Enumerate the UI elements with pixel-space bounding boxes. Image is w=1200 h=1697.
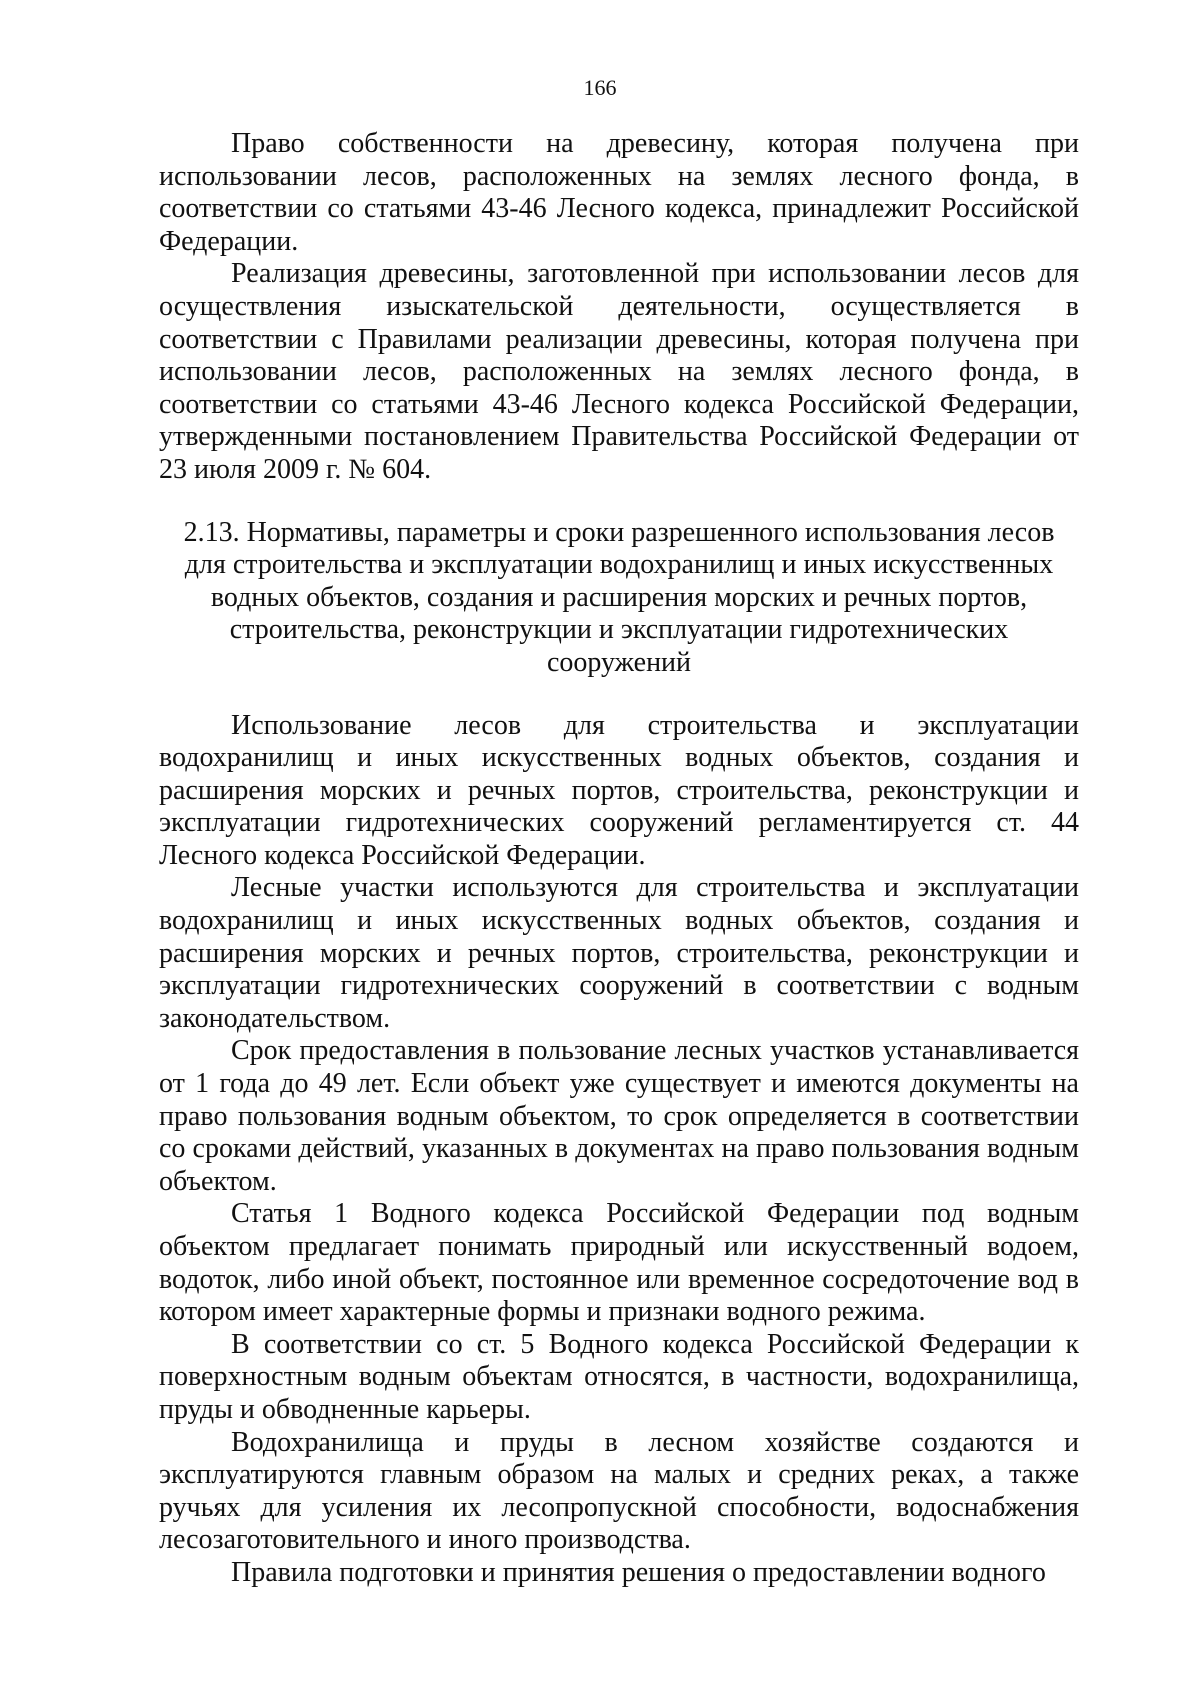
document-body <box>159 128 1079 1590</box>
paragraph: Реализация древесины, заготовленной при использовании лесов для осуществления изыскательской деятельности, осуществляется в соответствии с Правилами реализации древесины, которая получена при использовании лесов, расположенных на землях лесного фонда, в соответствии со статьями 43-46 Лесного кодекса Российской Федерации, утвержденными постановлением Правительства Российской Федерации от 23 июля 2009 г. № 604. <box>159 258 1079 485</box>
section-heading: 2.13. Нормативы, параметры и сроки разрешенного использования лесов для строительства и эксплуатации водохранилищ и иных искусственных водных объектов, создания и расширения морских и речных портов, строительства, реконструкции и эксплуатации гидротехнических сооружений <box>183 516 1055 678</box>
paragraph: Водохранилища и пруды в лесном хозяйстве создаются и эксплуатируются главным образом на малых и средних реках, а также ручьях для усиления их лесопропускной способности, водоснабжения лесозаготовительного и иного производства. <box>159 1426 1079 1556</box>
paragraph: Использование лесов для строительства и эксплуатации водохранилищ и иных искусственных водных объектов, создания и расширения морских и речных портов, строительства, реконструкции и эксплуатации гидротехнических сооружений регламентируется ст. 44 Лесного кодекса Российской Федерации. <box>159 709 1079 871</box>
page-number: 166 <box>583 75 617 100</box>
paragraph: Лесные участки используются для строительства и эксплуатации водохранилищ и иных искусственных водных объектов, создания и расширения морских и речных портов, строительства, реконструкции и эксплуатации гидротехнических сооружений в соответствии с водным законодательством. <box>159 872 1079 1034</box>
paragraph-continued: Правила подготовки и принятия решения о предоставлении водного <box>231 1556 1046 1588</box>
paragraph: Статья 1 Водного кодекса Российской Федерации под водным объектом предлагает понимать природный или искусственный водоем, водоток, либо иной объект, постоянное или временное сосредоточение вод в котором имеет характерные формы и признаки водного режима. <box>159 1198 1079 1328</box>
paragraph: Право собственности на древесину, которая получена при использовании лесов, расположенных на землях лесного фонда, в соответствии со статьями 43-46 Лесного кодекса, принадлежит Российской Федерации. <box>159 128 1079 257</box>
paragraph: Срок предоставления в пользование лесных участков устанавливается от 1 года до 49 лет. Если объект уже существует и имеются документы на право пользования водным объектом, то срок определяется в соответствии со сроками действий, указанных в документах на право пользования водным объектом. <box>159 1035 1079 1197</box>
paragraph: В соответствии со ст. 5 Водного кодекса Российской Федерации к поверхностным водным объектам относятся, в частности, водохранилища, пруды и обводненные карьеры. <box>159 1328 1079 1425</box>
